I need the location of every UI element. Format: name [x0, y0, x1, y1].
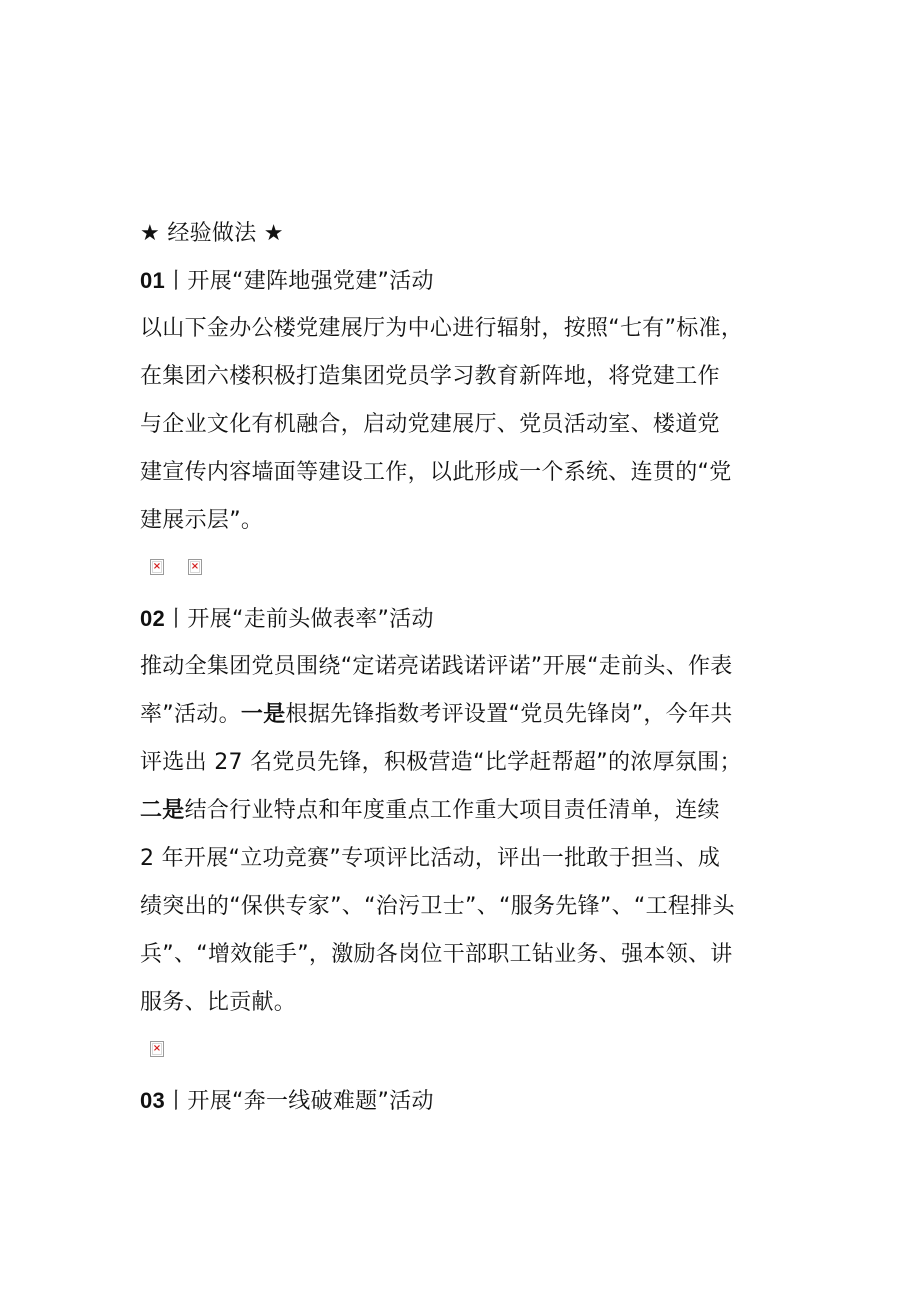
emphasis-text: 二是 [140, 798, 185, 823]
section-separator: 丨 [165, 607, 188, 632]
paragraph-line: 建展示层”。 [140, 508, 264, 533]
section-title: ★ 经验做法 ★ [140, 221, 284, 246]
paragraph-line: 兵”、“增效能手”，激励各岗位干部职工钻业务、强本领、讲 [140, 942, 733, 967]
section-number: 01 [140, 268, 166, 293]
paragraph-line: 与企业文化有机融合，启动党建展厅、党员活动室、楼道党 [140, 412, 720, 437]
section-number: 03 [140, 1088, 166, 1113]
emphasis-text: 一是 [240, 702, 286, 727]
paragraph-line: 服务、比贡献。 [140, 990, 297, 1015]
broken-image-icon: × [150, 1041, 164, 1057]
text-run: 结合行业特点和年度重点工作重大项目责任清单，连续 [184, 798, 720, 823]
section-separator: 丨 [165, 1089, 188, 1114]
paragraph-line: 评选出 27 名党员先锋，积极营造“比学赶帮超”的浓厚氛围； [140, 750, 742, 775]
paragraph-line: 在集团六楼积极打造集团党员学习教育新阵地，将党建工作 [140, 364, 720, 389]
text-run: 根据先锋指数考评设置“党员先锋岗”，今年共 [285, 702, 733, 727]
text-run: 率”活动。 [140, 702, 241, 727]
section-02-heading [140, 603, 800, 636]
paragraph-line: 以山下金办公楼党建展厅为中心进行辐射，按照“七有”标准， [140, 316, 744, 341]
broken-image-icon: × [188, 559, 202, 575]
section-heading-text: 开展“建阵地强党建”活动 [187, 269, 434, 294]
section-01-heading [140, 265, 800, 298]
section-number: 02 [140, 606, 166, 631]
section-heading-text: 开展“奔一线破难题”活动 [187, 1089, 434, 1114]
paragraph-line [140, 699, 800, 731]
paragraph-line: 建宣传内容墙面等建设工作，以此形成一个系统、连贯的“党 [140, 460, 732, 485]
section-heading-text: 开展“走前头做表率”活动 [187, 607, 434, 632]
paragraph-line: 推动全集团党员围绕“定诺亮诺践诺评诺”开展“走前头、作表 [140, 654, 733, 679]
paragraph-line [140, 795, 800, 827]
section-03-heading [140, 1085, 800, 1118]
paragraph-line: 2 年开展“立功竞赛”专项评比活动，评出一批敢于担当、成 [140, 846, 721, 871]
paragraph-line: 绩突出的“保供专家”、“治污卫士”、“服务先锋”、“工程排头 [140, 894, 735, 919]
broken-image-icon: × [150, 559, 164, 575]
section-separator: 丨 [165, 269, 188, 294]
